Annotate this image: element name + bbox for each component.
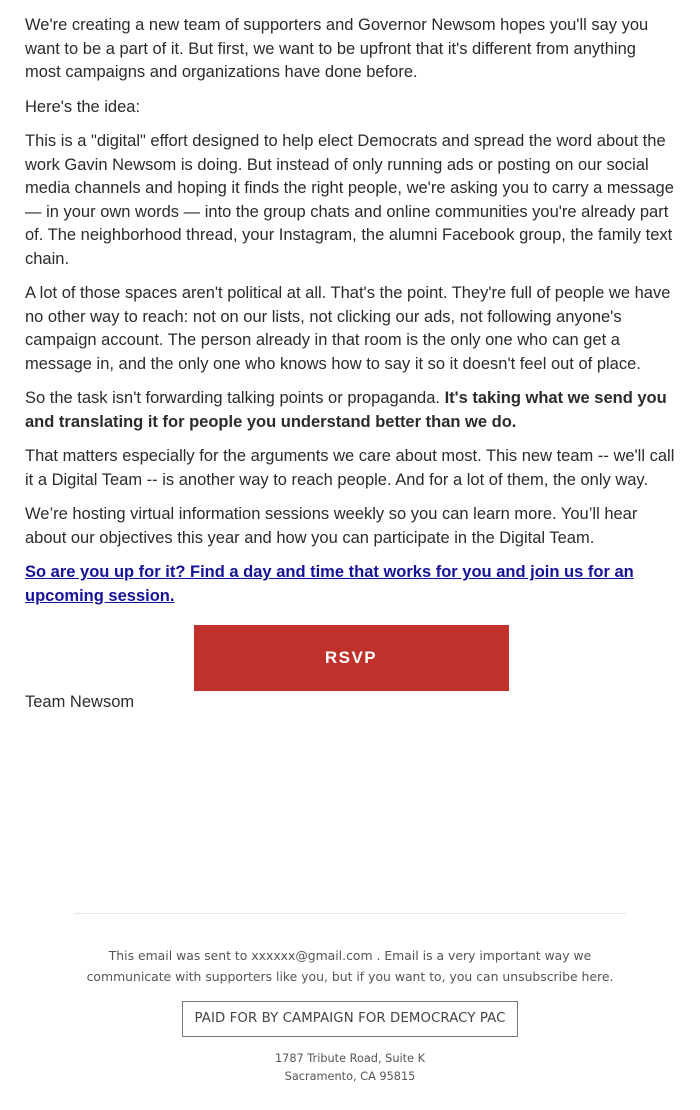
paragraph-intro: We're creating a new team of supporters and Governor Newsom hopes you'll say you want to be a part of it. But first, we want to be upfront that it's different from anything most campaigns and organizations have done before. [25, 16, 649, 81]
signature: Team Newsom [25, 693, 135, 711]
paragraph-sessions: We’re hosting virtual information sessions weekly so you can learn more. You’ll hear about our objectives this year and how you can participate in the Digital Team. [25, 505, 638, 547]
footer-sent-notice [74, 945, 626, 987]
paragraph-spaces: A lot of those spaces aren't political at all. That's the point. They're full of people we have no other way to reach: not on our lists, not clicking our ads, not following anyone's campaign account. The person already in that room is the only one who can get a message in, and the only one who knows how to say it so it doesn't feel out of place. [25, 284, 671, 373]
task-plain-text: So the task isn't forwarding talking points or propaganda. [25, 389, 445, 407]
rsvp-button-container [26, 625, 676, 691]
recipient-email-link[interactable]: xxxxxx@gmail.com [251, 948, 373, 963]
paragraph-digital-team: That matters especially for the arguments we care about most. This new team -- we'll call it a Digital Team -- is another way to reach people. And for a lot of them, the only way. [25, 447, 675, 489]
paragraph-idea-heading: Here's the idea: [25, 97, 141, 116]
address-line-2: Sacramento, CA 95815 [284, 1070, 416, 1083]
mailing-address [74, 1050, 626, 1086]
email-footer [74, 913, 626, 1086]
footer-sent-suffix: . Email is a very important way we communicate with supporters like you, but if you want to, you can unsubscribe here. [86, 948, 614, 984]
footer-sent-prefix: This email was sent to [108, 948, 252, 963]
paid-for-disclaimer: PAID FOR BY CAMPAIGN FOR DEMOCRACY PAC [182, 1001, 517, 1037]
rsvp-button[interactable]: RSVP [194, 625, 509, 691]
session-signup-link[interactable]: So are you up for it? Find a day and time that works for you and join us for an upcoming session. [25, 563, 634, 605]
paragraph-digital-effort: This is a "digital" effort designed to help elect Democrats and spread the word about the work Gavin Newsom is doing. But instead of only running ads or posting on our social media channels and hoping it finds the right people, we're asking you to carry a message — in your own words — into the group chats and online communities you're already part of. The neighborhood thread, your Instagram, the alumni Facebook group, the family text chain. [25, 132, 674, 268]
address-line-1: 1787 Tribute Road, Suite K [274, 1052, 426, 1065]
email-body [25, 14, 675, 726]
task-bold-text: It's taking what we send you and translating it for people you understand better than we do. [25, 389, 667, 431]
paragraph-task [25, 387, 675, 434]
